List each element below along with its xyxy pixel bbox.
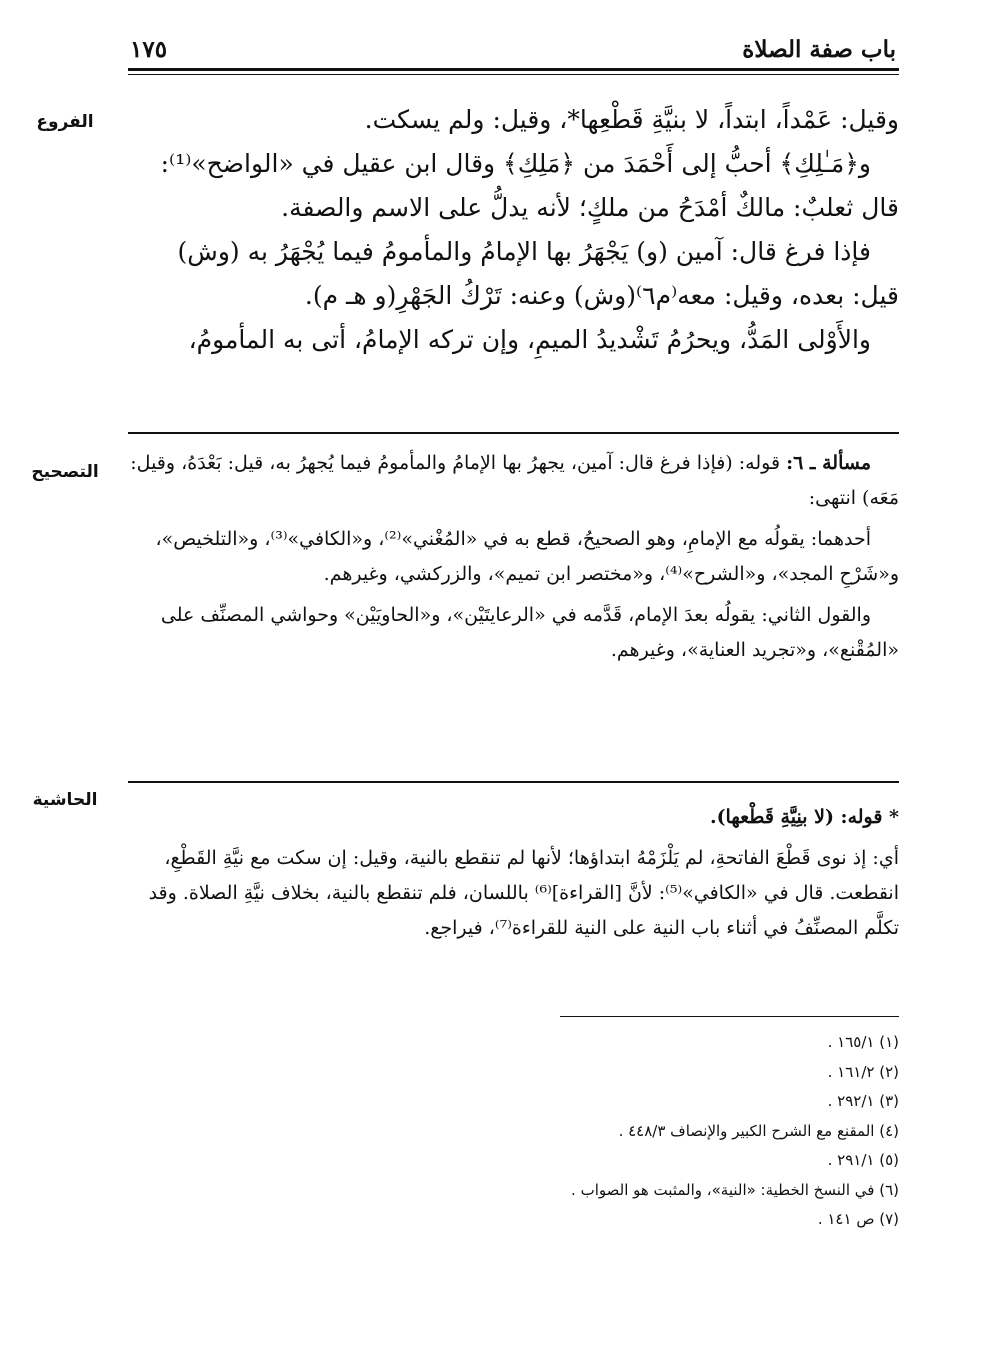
tashih-paragraph: والقول الثاني: يقولُه بعدَ الإمام، قَدَّمه في «الرعايتَيْن»، و«الحاويَيْن» وحواشي المصنِّف على «المُقْنع»، و«تجريد العناية»، وغيرهم. <box>160 604 899 661</box>
section-label-furu: الفروع <box>36 112 94 132</box>
footnote: (٣) ٢٩٢/١ . <box>827 1092 899 1110</box>
hashiya-section <box>128 800 899 946</box>
furu-paragraph: فإذا فرغ قال: آمين (و) يَجْهَرُ بها الإمامُ والمأمومُ فيما يُجْهَرُ به (وش) قيل: بعده، وقيل: معه⁽م٦⁾(وش) وعنه: تَرْكُ الجَهْرِ(و هـ م). <box>177 237 899 310</box>
tashih-paragraph <box>128 446 899 516</box>
furu-section <box>128 98 899 362</box>
furu-paragraph: وقيل: عَمْداً، ابتداً، لا بنيَّةِ قَطْعِها*، وقيل: ولم يسكت. <box>364 105 899 134</box>
footnote-rule <box>560 1016 899 1017</box>
furu-paragraph: و﴿مَـٰلِكِ﴾ أحبُّ إلى أَحْمَدَ من ﴿مَلِكِ﴾ وقال ابن عقيل في «الواضح»⁽¹⁾: قال ثعلبٌ: مالكٌ أمْدَحُ من ملكٍ؛ لأنه يدلُّ على الاسم والصفة. <box>160 149 899 222</box>
masala-title: مسألة ـ ٦: <box>786 452 871 474</box>
running-header-title: باب صفة الصلاة <box>742 36 896 63</box>
hashiya-paragraph: أي: إذ نوى قَطْعَ الفاتحةِ، لم يَلْزَمْهُ ابتداؤها؛ لأنها لم تنقطع بالنية، وقيل: إن سكت مع نيَّةِ القَطْعِ، انقطعت. قال في «الكافي»⁽⁵⁾: لأنَّ [القراءة]⁽⁶⁾ باللسان، فلم تنقطع بالنية، بخلاف نيَّةِ الصلاة. وقد تكلَّم المصنِّفُ في أثناء باب النية على النية للقراءة⁽⁷⁾، فيراجع. <box>148 847 899 939</box>
hashiya-title: * قوله: (لا بنِيَّةِ قَطْعها). <box>709 806 899 828</box>
masala-text: قوله: (فإذا فرغ قال: آمين، يجهرُ بها الإمامُ والمأمومُ فيما يُجهرُ به، قيل: بَعْدَهُ، وقيل: مَعَه) انتهى: <box>130 452 899 509</box>
footnote: (٤) المقنع مع الشرح الكبير والإنصاف ٤٤٨/٣ . <box>618 1121 899 1140</box>
footnotes <box>300 1028 899 1235</box>
furu-paragraph: والأَوْلى المَدُّ، ويحرُمُ تَشْديدُ الميمِ، وإن تركه الإمامُ، أتى به المأمومُ، <box>188 325 871 354</box>
section-label-tashih: التصحيح <box>31 462 99 482</box>
footnote: (٢) ١٦١/٢ . <box>827 1062 899 1081</box>
footnote: (٥) ٢٩١/١ . <box>827 1151 899 1169</box>
section-label-hashiya: الحاشية <box>32 790 98 810</box>
header-rule <box>128 68 899 71</box>
footnote: (٧) ص ١٤١ . <box>817 1210 899 1228</box>
footnote: (٦) في النسخ الخطية: «النية»، والمثبت هو الصواب . <box>571 1180 899 1199</box>
section-divider <box>128 432 899 434</box>
page-number: ١٧٥ <box>130 36 168 63</box>
section-divider <box>128 781 899 783</box>
tashih-section <box>128 446 899 668</box>
tashih-paragraph: أحدهما: يقولُه مع الإمامِ، وهو الصحيحُ، قطع به في «المُغْني»⁽²⁾، و«الكافي»⁽³⁾، و«التلخيص»، و«شَرْحِ المجد»، و«الشرح»⁽⁴⁾، و«مختصر ابن تميم»، والزركشي، وغيرهم. <box>155 528 899 585</box>
footnote: (١) ١٦٥/١ . <box>827 1033 899 1051</box>
